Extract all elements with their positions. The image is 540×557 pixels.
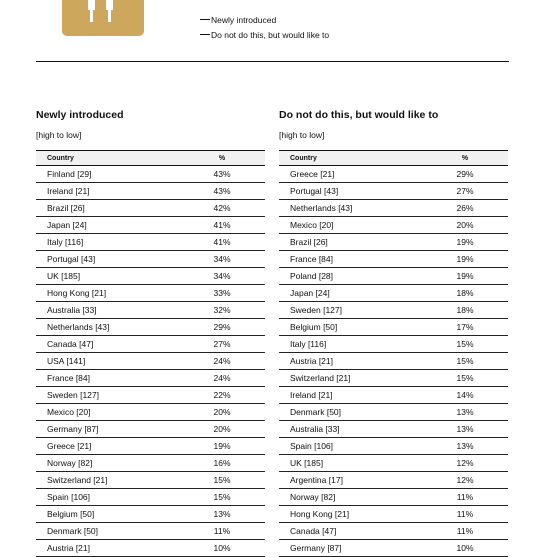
table-row [36,421,265,438]
table-row [36,183,265,200]
table-row [36,370,265,387]
percent-cell: 11% [456,526,474,536]
column-header-percent: % [218,154,226,162]
table-row [36,285,265,302]
country-cell: UK [185] [47,271,81,281]
table-row [36,166,265,183]
percent-cell: 15% [213,492,231,502]
legend-line-marker [200,34,210,35]
country-cell: Australia [33] [290,424,340,434]
country-cell: Greece [21] [290,169,335,179]
country-cell: Canada [47] [290,526,337,536]
percent-cell: 14% [456,390,474,400]
table-row [36,234,265,251]
country-cell: Denmark [50] [290,407,342,417]
table-row [36,336,265,353]
percent-cell: 22% [213,390,231,400]
country-cell: Netherlands [43] [290,203,353,213]
table-row [36,540,265,557]
table-row [36,506,265,523]
percent-cell: 12% [456,458,474,468]
percent-cell: 19% [456,254,474,264]
table-row [279,472,508,489]
country-cell: Australia [33] [47,305,97,315]
table-row [36,353,265,370]
percent-cell: 32% [213,305,231,315]
table-header [36,150,265,166]
column-header-country: Country [290,154,317,162]
percent-cell: 18% [456,288,474,298]
percent-cell: 11% [456,509,474,519]
panel-subtitle: [high to low] [36,130,82,140]
table-body [36,166,265,557]
percent-cell: 41% [213,237,231,247]
table-row [279,251,508,268]
section-divider [36,61,509,62]
percent-cell: 41% [213,220,231,230]
table-row [279,438,508,455]
country-cell: UK [185] [290,458,324,468]
country-cell: France [84] [290,254,333,264]
percent-cell: 29% [456,169,474,179]
table-row [279,387,508,404]
percent-cell: 24% [213,356,231,366]
header-logo-box [62,0,144,36]
table-row [36,472,265,489]
table-row [279,404,508,421]
panel-subtitle: [high to low] [279,130,325,140]
table-row [279,183,508,200]
percent-cell: 26% [456,203,474,213]
percent-cell: 17% [456,322,474,332]
table-row [36,523,265,540]
table-row [36,200,265,217]
table-row [279,523,508,540]
country-cell: Japan [24] [290,288,330,298]
ranking-table [36,150,265,557]
table-row [36,251,265,268]
country-cell: Switzerland [21] [290,373,351,383]
country-cell: Brazil [26] [47,203,85,213]
percent-cell: 19% [456,237,474,247]
table-row [36,489,265,506]
country-cell: Argentina [17] [290,475,343,485]
table-row [279,370,508,387]
percent-cell: 11% [213,526,231,536]
table-row [279,506,508,523]
table-row [279,353,508,370]
country-cell: Austria [21] [290,356,333,366]
percent-cell: 34% [213,271,231,281]
country-cell: Sweden [127] [47,390,99,400]
legend [200,12,329,42]
country-cell: Ireland [21] [47,186,90,196]
country-cell: Hong Kong [21] [290,509,350,519]
table-row [279,455,508,472]
percent-cell: 43% [213,186,231,196]
percent-cell: 19% [456,271,474,281]
percent-cell: 12% [456,475,474,485]
table-row [279,319,508,336]
percent-cell: 10% [213,543,231,553]
country-cell: Belgium [50] [290,322,338,332]
legend-label: Do not do this, but would like to [211,29,330,40]
table-row [279,336,508,353]
percent-cell: 15% [456,339,474,349]
percent-cell: 15% [456,373,474,383]
country-cell: Denmark [50] [47,526,99,536]
table-row [36,268,265,285]
table-row [36,438,265,455]
country-cell: Spain [106] [47,492,91,502]
table-row [279,268,508,285]
table-header [279,150,508,166]
country-cell: Germany [87] [47,424,99,434]
table-row [279,540,508,557]
legend-label: Newly introduced [211,14,277,25]
country-cell: Japan [24] [47,220,87,230]
percent-cell: 13% [456,407,474,417]
percent-cell: 43% [213,169,231,179]
column-header-country: Country [47,154,74,162]
country-cell: Belgium [50] [47,509,95,519]
percent-cell: 20% [213,407,231,417]
panel-title: Do not do this, but would like to [279,109,439,121]
percent-cell: 13% [456,441,474,451]
table-row [36,387,265,404]
country-cell: Portugal [43] [290,186,339,196]
country-cell: Mexico [20] [290,220,334,230]
percent-cell: 13% [456,424,474,434]
country-cell: Greece [21] [47,441,92,451]
panel-would-like-to [279,108,508,557]
country-cell: Finland [29] [47,169,92,179]
country-cell: Switzerland [21] [47,475,108,485]
country-cell: Portugal [43] [47,254,96,264]
country-cell: Poland [28] [290,271,334,281]
country-cell: France [84] [47,373,90,383]
percent-cell: 34% [213,254,231,264]
table-row [279,302,508,319]
percent-cell: 27% [213,339,231,349]
panel-title: Newly introduced [36,109,124,121]
people-icon [84,0,124,24]
panel-newly-introduced [36,108,265,557]
table-row [279,421,508,438]
percent-cell: 10% [456,543,474,553]
table-row [36,217,265,234]
legend-line-marker [200,19,210,20]
country-cell: Canada [47] [47,339,94,349]
table-row [279,217,508,234]
table-row [36,404,265,421]
table-body [279,166,508,557]
table-row [279,234,508,251]
table-row [279,166,508,183]
column-header-percent: % [461,154,469,162]
legend-item [200,12,329,27]
legend-item [200,27,329,42]
country-cell: Italy [116] [290,339,327,349]
table-row [279,489,508,506]
table-row [279,285,508,302]
percent-cell: 11% [456,492,474,502]
country-cell: Norway [82] [290,492,336,502]
percent-cell: 18% [456,305,474,315]
ranking-table [279,150,508,557]
percent-cell: 15% [456,356,474,366]
percent-cell: 16% [213,458,231,468]
table-row [279,200,508,217]
country-cell: Italy [116] [47,237,84,247]
table-row [36,455,265,472]
country-cell: Ireland [21] [290,390,333,400]
country-cell: Germany [87] [290,543,342,553]
percent-cell: 24% [213,373,231,383]
percent-cell: 20% [456,220,474,230]
country-cell: USA [141] [47,356,86,366]
percent-cell: 20% [213,424,231,434]
country-cell: Mexico [20] [47,407,91,417]
country-cell: Brazil [26] [290,237,328,247]
country-cell: Netherlands [43] [47,322,110,332]
country-cell: Spain [106] [290,441,334,451]
table-row [36,319,265,336]
country-cell: Austria [21] [47,543,90,553]
percent-cell: 13% [213,509,231,519]
percent-cell: 33% [213,288,231,298]
country-cell: Sweden [127] [290,305,342,315]
percent-cell: 27% [456,186,474,196]
percent-cell: 19% [213,441,231,451]
percent-cell: 29% [213,322,231,332]
country-cell: Hong Kong [21] [47,288,107,298]
percent-cell: 42% [213,203,231,213]
table-row [36,302,265,319]
percent-cell: 15% [213,475,231,485]
country-cell: Norway [82] [47,458,93,468]
